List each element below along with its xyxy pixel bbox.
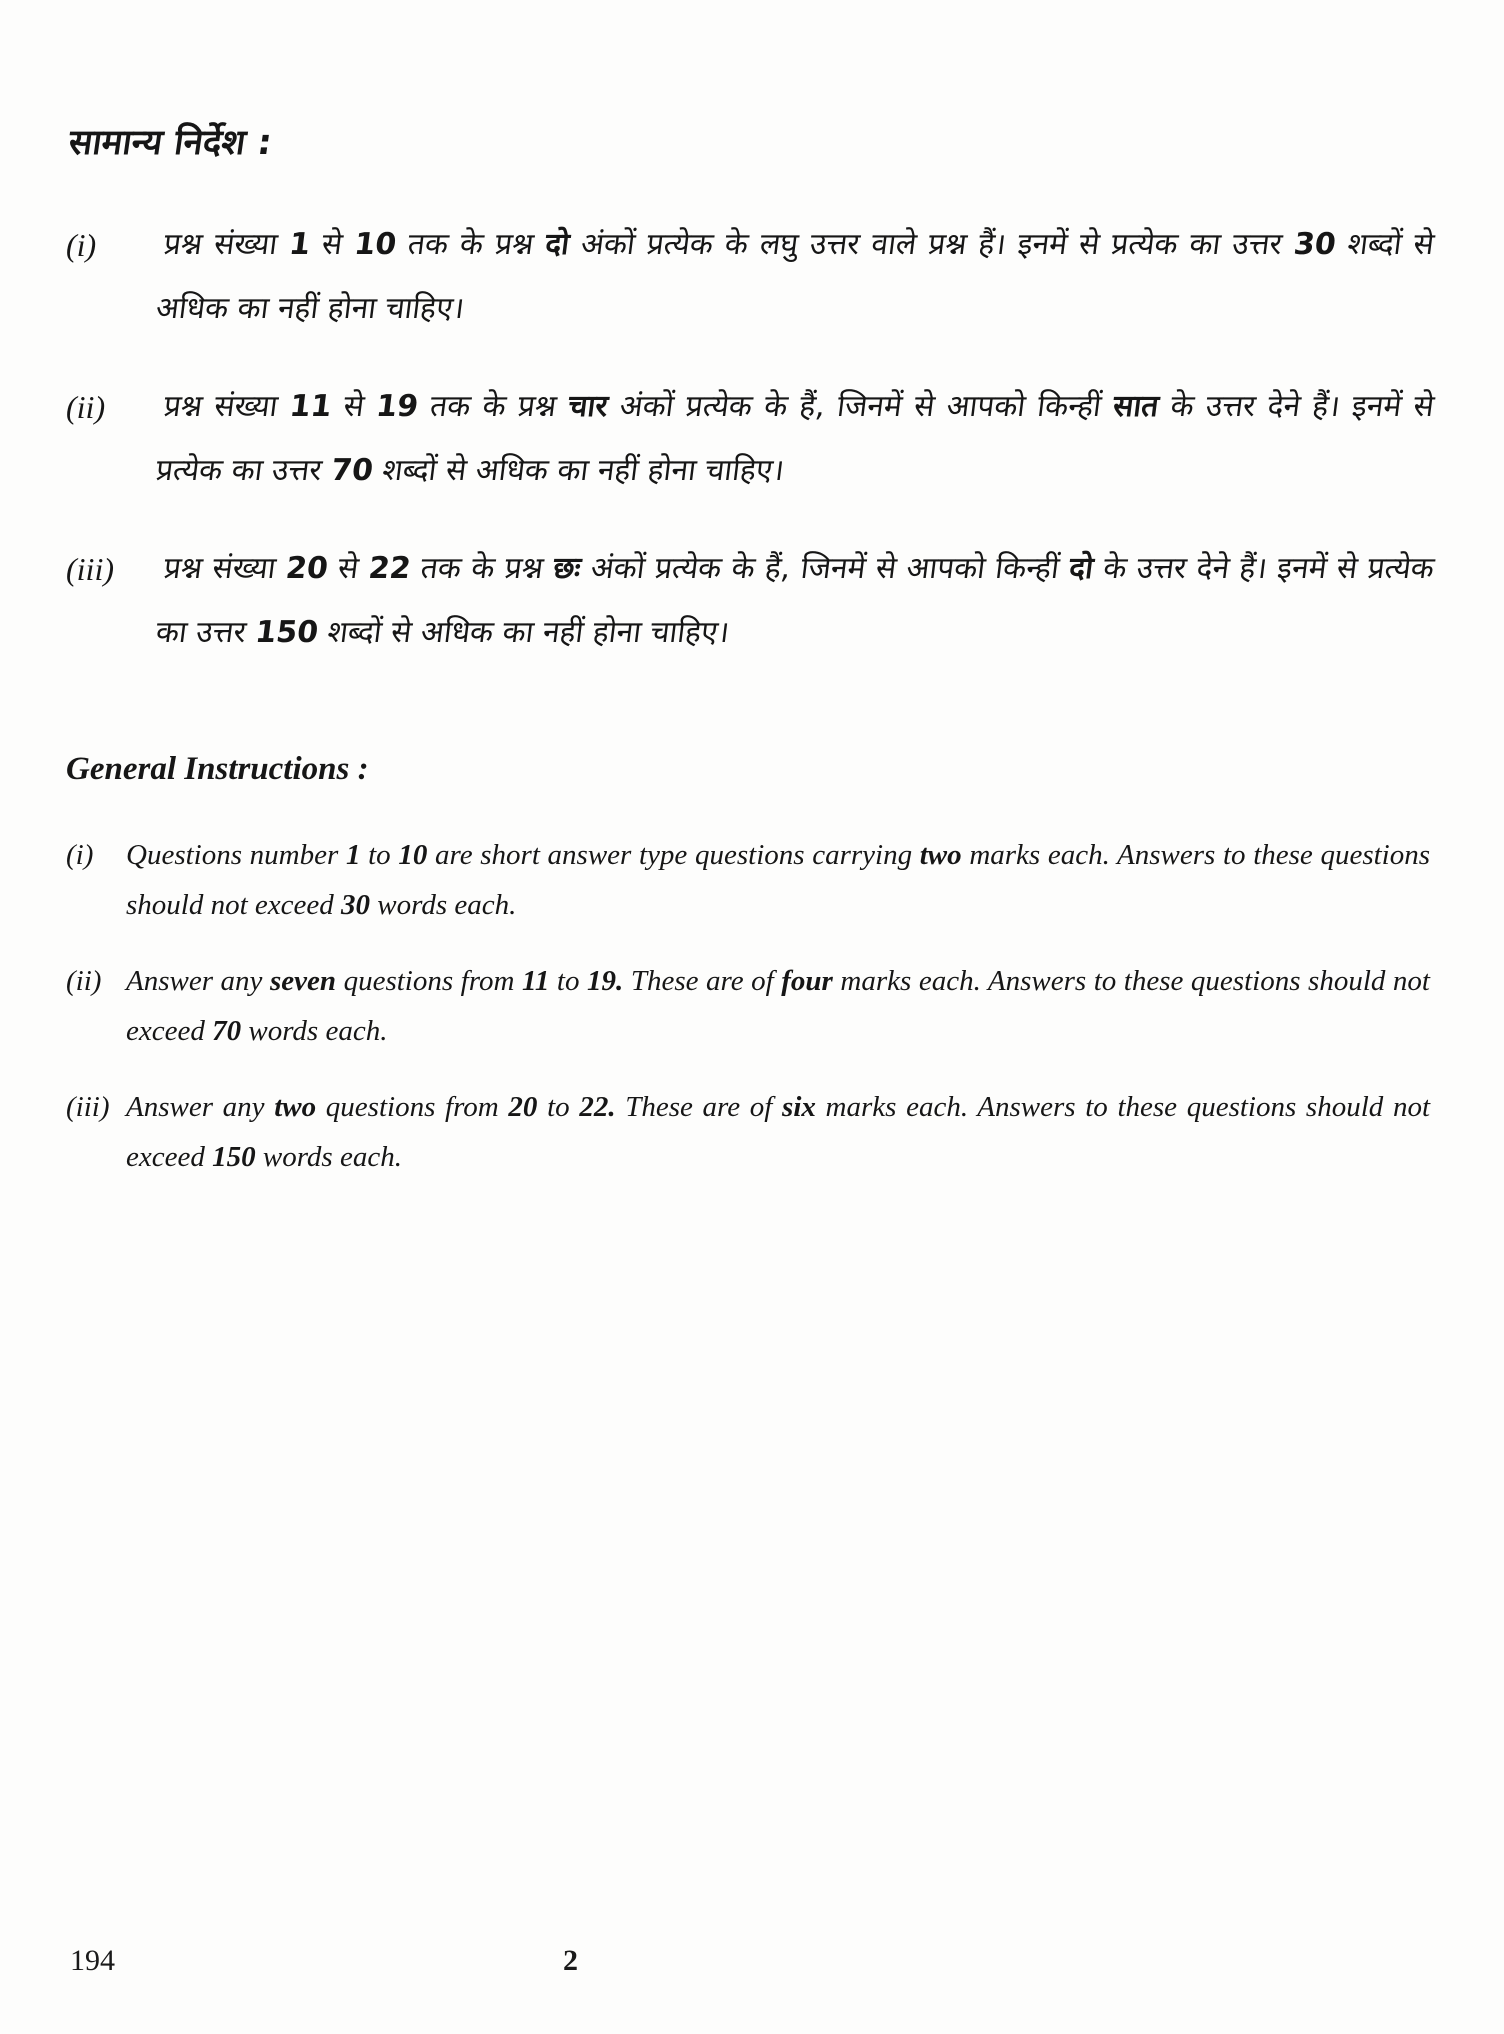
english-instruction-item-i: [66, 830, 1430, 930]
english-instruction-item-iii: [66, 1082, 1430, 1182]
instruction-text: प्रश्न संख्या 11 से 19 तक के प्रश्न चार अंकों प्रत्येक के हैं, जिनमें से आपको किन्हीं सात के उत्तर देने हैं। इनमें से प्रत्येक का उत्तर 70 शब्दों से अधिक का नहीं होना चाहिए।: [153, 389, 1437, 488]
instruction-marker: (i): [66, 227, 97, 263]
hindi-instruction-item-ii: [66, 375, 1437, 503]
instruction-text: Answer any seven questions from 11 to 19. These are of four marks each. Answers to these questions should not exceed 70 words each.: [126, 965, 1430, 1047]
instruction-text: Answer any two questions from 20 to 22. These are of six marks each. Answers to these questions should not exceed 150 words each.: [126, 1091, 1431, 1173]
footer-paper-code: 194: [70, 1944, 115, 1977]
instruction-marker: (ii): [66, 389, 106, 425]
hindi-instruction-item-i: [66, 213, 1437, 341]
instruction-text: प्रश्न संख्या 20 से 22 तक के प्रश्न छः अंकों प्रत्येक के हैं, जिनमें से आपको किन्हीं दो के उत्तर देने हैं। इनमें से प्रत्येक का उत्तर 150 शब्दों से अधिक का नहीं होना चाहिए।: [153, 551, 1437, 650]
page-content: [66, 118, 1437, 1208]
instruction-marker: (i): [66, 839, 94, 871]
instruction-marker: (ii): [66, 965, 102, 997]
english-instructions-section: [66, 751, 1430, 1182]
hindi-instruction-item-iii: [66, 537, 1437, 665]
hindi-instructions-section: [66, 118, 1437, 665]
english-instruction-list: [66, 830, 1430, 1182]
page-footer: [0, 1944, 1504, 2004]
instruction-marker: (iii): [66, 1091, 110, 1123]
instruction-marker: (iii): [66, 551, 114, 587]
hindi-instruction-list: [66, 213, 1437, 665]
instruction-text: Questions number 1 to 10 are short answer type questions carrying two marks each. Answers to these questions should not exceed 30 words each.: [126, 839, 1431, 921]
footer-page-number: 2: [563, 1944, 578, 1977]
hindi-instructions-heading: सामान्य निर्देश :: [66, 123, 275, 163]
instruction-text: प्रश्न संख्या 1 से 10 तक के प्रश्न दो अंकों प्रत्येक के लघु उत्तर वाले प्रश्न हैं। इनमें से प्रत्येक का उत्तर 30 शब्दों से अधिक का नहीं होना चाहिए।: [153, 227, 1437, 326]
english-instruction-item-ii: [66, 956, 1430, 1056]
english-instructions-heading: General Instructions :: [66, 751, 369, 787]
